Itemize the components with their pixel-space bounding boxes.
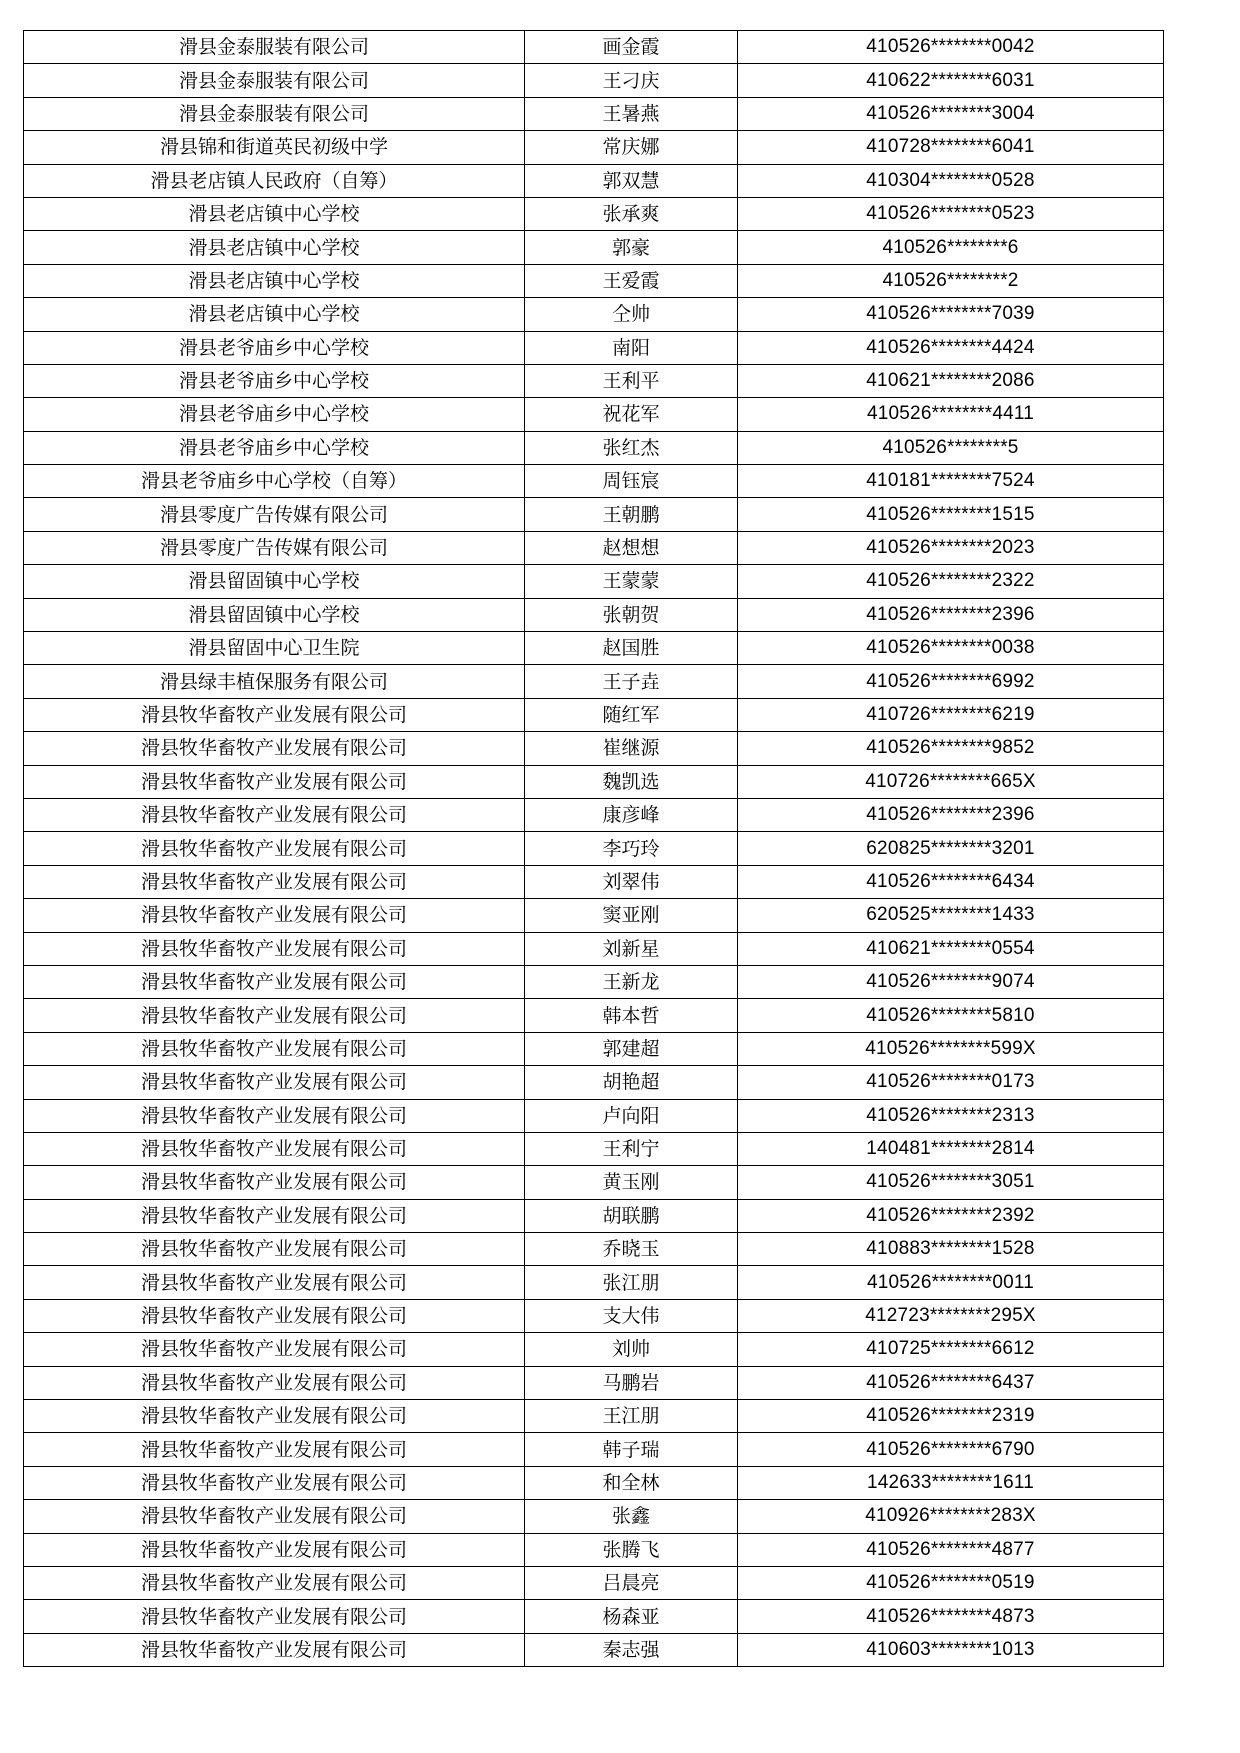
- person-name-cell: 王爱霞: [525, 264, 738, 297]
- table-row: [24, 531, 1164, 564]
- org-name-cell: 滑县牧华畜牧产业发展有限公司: [24, 1533, 525, 1566]
- id-number-cell: 410181********7524: [738, 465, 1164, 498]
- org-name-cell: 滑县牧华畜牧产业发展有限公司: [24, 1233, 525, 1266]
- table-row: [24, 1199, 1164, 1232]
- org-name-cell: 滑县牧华畜牧产业发展有限公司: [24, 1366, 525, 1399]
- org-name-cell: 滑县老爷庙乡中心学校: [24, 331, 525, 364]
- org-name-cell: 滑县牧华畜牧产业发展有限公司: [24, 865, 525, 898]
- org-name-cell: 滑县牧华畜牧产业发展有限公司: [24, 1166, 525, 1199]
- org-name-cell: 滑县牧华畜牧产业发展有限公司: [24, 1299, 525, 1332]
- person-name-cell: 张红杰: [525, 431, 738, 464]
- table-row: [24, 1433, 1164, 1466]
- org-name-cell: 滑县牧华畜牧产业发展有限公司: [24, 1199, 525, 1232]
- id-number-cell: 410526********2: [738, 264, 1164, 297]
- org-name-cell: 滑县老爷庙乡中心学校: [24, 431, 525, 464]
- id-number-cell: 410526********4424: [738, 331, 1164, 364]
- id-number-cell: 410883********1528: [738, 1233, 1164, 1266]
- person-name-cell: 王暑燕: [525, 97, 738, 130]
- id-number-cell: 410526********0173: [738, 1066, 1164, 1099]
- id-number-cell: 410526********7039: [738, 298, 1164, 331]
- id-number-cell: 410526********2396: [738, 798, 1164, 831]
- org-name-cell: 滑县牧华畜牧产业发展有限公司: [24, 1466, 525, 1499]
- person-name-cell: 郭双慧: [525, 164, 738, 197]
- table-row: [24, 1466, 1164, 1499]
- id-number-cell: 412723********295X: [738, 1299, 1164, 1332]
- table-row: [24, 1500, 1164, 1533]
- org-name-cell: 滑县牧华畜牧产业发展有限公司: [24, 798, 525, 831]
- org-name-cell: 滑县老店镇中心学校: [24, 197, 525, 230]
- person-name-cell: 王利宁: [525, 1132, 738, 1165]
- person-name-cell: 赵国胜: [525, 632, 738, 665]
- id-number-cell: 410526********0519: [738, 1566, 1164, 1599]
- org-name-cell: 滑县牧华畜牧产业发展有限公司: [24, 1132, 525, 1165]
- org-name-cell: 滑县老店镇中心学校: [24, 264, 525, 297]
- person-name-cell: 秦志强: [525, 1633, 738, 1666]
- table-row: [24, 1066, 1164, 1099]
- person-name-cell: 胡艳超: [525, 1066, 738, 1099]
- id-number-cell: 410526********2392: [738, 1199, 1164, 1232]
- table-row: [24, 1132, 1164, 1165]
- id-number-cell: 410526********2023: [738, 531, 1164, 564]
- person-name-cell: 赵想想: [525, 531, 738, 564]
- person-name-cell: 吕晨亮: [525, 1566, 738, 1599]
- person-name-cell: 刘翠伟: [525, 865, 738, 898]
- person-name-cell: 张朝贺: [525, 598, 738, 631]
- person-name-cell: 郭建超: [525, 1032, 738, 1065]
- person-name-cell: 刘帅: [525, 1333, 738, 1366]
- id-number-cell: 410621********2086: [738, 364, 1164, 397]
- table-row: [24, 632, 1164, 665]
- person-name-cell: 仝帅: [525, 298, 738, 331]
- table-row: [24, 197, 1164, 230]
- table-row: [24, 431, 1164, 464]
- table-row: [24, 1233, 1164, 1266]
- id-number-cell: 410526********6434: [738, 865, 1164, 898]
- person-name-cell: 支大伟: [525, 1299, 738, 1332]
- table-row: [24, 865, 1164, 898]
- person-name-cell: 王子垚: [525, 665, 738, 698]
- person-name-cell: 张腾飞: [525, 1533, 738, 1566]
- id-number-cell: 620525********1433: [738, 899, 1164, 932]
- id-number-cell: 410526********4411: [738, 398, 1164, 431]
- table-row: [24, 364, 1164, 397]
- person-name-cell: 魏凯选: [525, 765, 738, 798]
- table-row: [24, 97, 1164, 130]
- id-number-cell: 410526********5810: [738, 999, 1164, 1032]
- org-name-cell: 滑县留固中心卫生院: [24, 632, 525, 665]
- org-name-cell: 滑县金泰服装有限公司: [24, 97, 525, 130]
- org-name-cell: 滑县老爷庙乡中心学校: [24, 364, 525, 397]
- table-row: [24, 398, 1164, 431]
- person-name-cell: 南阳: [525, 331, 738, 364]
- table-row: [24, 798, 1164, 831]
- id-number-cell: 410304********0528: [738, 164, 1164, 197]
- person-name-cell: 张江朋: [525, 1266, 738, 1299]
- org-name-cell: 滑县留固镇中心学校: [24, 598, 525, 631]
- id-number-cell: 410526********9074: [738, 965, 1164, 998]
- person-name-cell: 康彦峰: [525, 798, 738, 831]
- id-number-cell: 410603********1013: [738, 1633, 1164, 1666]
- table-row: [24, 965, 1164, 998]
- table-row: [24, 1266, 1164, 1299]
- person-name-cell: 窦亚刚: [525, 899, 738, 932]
- table-row: [24, 1566, 1164, 1599]
- org-name-cell: 滑县牧华畜牧产业发展有限公司: [24, 1566, 525, 1599]
- table-row: [24, 264, 1164, 297]
- person-name-cell: 王朝鹏: [525, 498, 738, 531]
- person-name-cell: 随红军: [525, 698, 738, 731]
- table-row: [24, 131, 1164, 164]
- person-name-cell: 马鹏岩: [525, 1366, 738, 1399]
- id-number-cell: 142633********1611: [738, 1466, 1164, 1499]
- org-name-cell: 滑县老店镇中心学校: [24, 231, 525, 264]
- org-name-cell: 滑县牧华畜牧产业发展有限公司: [24, 1099, 525, 1132]
- person-name-cell: 韩本哲: [525, 999, 738, 1032]
- table-row: [24, 498, 1164, 531]
- table-row: [24, 1032, 1164, 1065]
- id-number-cell: 410526********4877: [738, 1533, 1164, 1566]
- table-row: [24, 1333, 1164, 1366]
- id-number-cell: 410726********6219: [738, 698, 1164, 731]
- person-name-cell: 刘新星: [525, 932, 738, 965]
- id-number-cell: 410526********2313: [738, 1099, 1164, 1132]
- table-row: [24, 665, 1164, 698]
- org-name-cell: 滑县老爷庙乡中心学校: [24, 398, 525, 431]
- table-row: [24, 565, 1164, 598]
- org-name-cell: 滑县老爷庙乡中心学校（自筹）: [24, 465, 525, 498]
- org-name-cell: 滑县牧华畜牧产业发展有限公司: [24, 1032, 525, 1065]
- org-name-cell: 滑县牧华畜牧产业发展有限公司: [24, 1266, 525, 1299]
- id-number-cell: 410526********3004: [738, 97, 1164, 130]
- roster-table-body: [24, 31, 1164, 1667]
- table-row: [24, 1600, 1164, 1633]
- person-name-cell: 黄玉刚: [525, 1166, 738, 1199]
- org-name-cell: 滑县牧华畜牧产业发展有限公司: [24, 1433, 525, 1466]
- table-row: [24, 1400, 1164, 1433]
- table-row: [24, 698, 1164, 731]
- table-row: [24, 31, 1164, 64]
- table-row: [24, 231, 1164, 264]
- table-row: [24, 598, 1164, 631]
- table-row: [24, 1366, 1164, 1399]
- id-number-cell: 620825********3201: [738, 832, 1164, 865]
- id-number-cell: 410526********4873: [738, 1600, 1164, 1633]
- person-name-cell: 郭豪: [525, 231, 738, 264]
- table-row: [24, 298, 1164, 331]
- person-name-cell: 王利平: [525, 364, 738, 397]
- org-name-cell: 滑县零度广告传媒有限公司: [24, 531, 525, 564]
- table-row: [24, 64, 1164, 97]
- person-name-cell: 张承爽: [525, 197, 738, 230]
- org-name-cell: 滑县牧华畜牧产业发展有限公司: [24, 1066, 525, 1099]
- id-number-cell: 410526********1515: [738, 498, 1164, 531]
- id-number-cell: 140481********2814: [738, 1132, 1164, 1165]
- id-number-cell: 410526********0038: [738, 632, 1164, 665]
- person-name-cell: 周钰宸: [525, 465, 738, 498]
- id-number-cell: 410622********6031: [738, 64, 1164, 97]
- id-number-cell: 410621********0554: [738, 932, 1164, 965]
- id-number-cell: 410725********6612: [738, 1333, 1164, 1366]
- org-name-cell: 滑县金泰服装有限公司: [24, 64, 525, 97]
- person-name-cell: 崔继源: [525, 732, 738, 765]
- id-number-cell: 410526********6437: [738, 1366, 1164, 1399]
- org-name-cell: 滑县锦和街道英民初级中学: [24, 131, 525, 164]
- id-number-cell: 410526********9852: [738, 732, 1164, 765]
- person-name-cell: 李巧玲: [525, 832, 738, 865]
- org-name-cell: 滑县牧华畜牧产业发展有限公司: [24, 1600, 525, 1633]
- person-name-cell: 王江朋: [525, 1400, 738, 1433]
- id-number-cell: 410526********2396: [738, 598, 1164, 631]
- id-number-cell: 410728********6041: [738, 131, 1164, 164]
- id-number-cell: 410526********0042: [738, 31, 1164, 64]
- table-row: [24, 1099, 1164, 1132]
- org-name-cell: 滑县牧华畜牧产业发展有限公司: [24, 698, 525, 731]
- id-number-cell: 410526********2322: [738, 565, 1164, 598]
- table-row: [24, 1533, 1164, 1566]
- person-name-cell: 韩子瑞: [525, 1433, 738, 1466]
- table-row: [24, 465, 1164, 498]
- table-row: [24, 331, 1164, 364]
- table-row: [24, 1299, 1164, 1332]
- id-number-cell: 410526********0011: [738, 1266, 1164, 1299]
- table-row: [24, 164, 1164, 197]
- id-number-cell: 410526********2319: [738, 1400, 1164, 1433]
- id-number-cell: 410726********665X: [738, 765, 1164, 798]
- roster-sheet: [23, 30, 1164, 1667]
- person-name-cell: 张鑫: [525, 1500, 738, 1533]
- person-name-cell: 和全林: [525, 1466, 738, 1499]
- person-name-cell: 王刁庆: [525, 64, 738, 97]
- org-name-cell: 滑县牧华畜牧产业发展有限公司: [24, 732, 525, 765]
- org-name-cell: 滑县留固镇中心学校: [24, 565, 525, 598]
- table-row: [24, 899, 1164, 932]
- org-name-cell: 滑县牧华畜牧产业发展有限公司: [24, 965, 525, 998]
- person-name-cell: 画金霞: [525, 31, 738, 64]
- person-name-cell: 杨森亚: [525, 1600, 738, 1633]
- table-row: [24, 765, 1164, 798]
- id-number-cell: 410526********6: [738, 231, 1164, 264]
- id-number-cell: 410526********6790: [738, 1433, 1164, 1466]
- org-name-cell: 滑县绿丰植保服务有限公司: [24, 665, 525, 698]
- id-number-cell: 410926********283X: [738, 1500, 1164, 1533]
- id-number-cell: 410526********3051: [738, 1166, 1164, 1199]
- org-name-cell: 滑县牧华畜牧产业发展有限公司: [24, 932, 525, 965]
- org-name-cell: 滑县金泰服装有限公司: [24, 31, 525, 64]
- org-name-cell: 滑县零度广告传媒有限公司: [24, 498, 525, 531]
- org-name-cell: 滑县牧华畜牧产业发展有限公司: [24, 1400, 525, 1433]
- org-name-cell: 滑县牧华畜牧产业发展有限公司: [24, 999, 525, 1032]
- org-name-cell: 滑县牧华畜牧产业发展有限公司: [24, 1633, 525, 1666]
- table-row: [24, 732, 1164, 765]
- table-row: [24, 1166, 1164, 1199]
- table-row: [24, 999, 1164, 1032]
- org-name-cell: 滑县牧华畜牧产业发展有限公司: [24, 899, 525, 932]
- person-name-cell: 卢向阳: [525, 1099, 738, 1132]
- table-row: [24, 832, 1164, 865]
- person-name-cell: 祝花军: [525, 398, 738, 431]
- id-number-cell: 410526********5: [738, 431, 1164, 464]
- table-row: [24, 1633, 1164, 1666]
- table-row: [24, 932, 1164, 965]
- org-name-cell: 滑县牧华畜牧产业发展有限公司: [24, 765, 525, 798]
- org-name-cell: 滑县牧华畜牧产业发展有限公司: [24, 832, 525, 865]
- person-name-cell: 胡联鹏: [525, 1199, 738, 1232]
- person-name-cell: 王新龙: [525, 965, 738, 998]
- id-number-cell: 410526********599X: [738, 1032, 1164, 1065]
- id-number-cell: 410526********6992: [738, 665, 1164, 698]
- org-name-cell: 滑县牧华畜牧产业发展有限公司: [24, 1500, 525, 1533]
- person-name-cell: 王蒙蒙: [525, 565, 738, 598]
- id-number-cell: 410526********0523: [738, 197, 1164, 230]
- person-name-cell: 常庆娜: [525, 131, 738, 164]
- org-name-cell: 滑县老店镇中心学校: [24, 298, 525, 331]
- roster-table: [23, 30, 1164, 1667]
- person-name-cell: 乔晓玉: [525, 1233, 738, 1266]
- org-name-cell: 滑县牧华畜牧产业发展有限公司: [24, 1333, 525, 1366]
- org-name-cell: 滑县老店镇人民政府（自筹）: [24, 164, 525, 197]
